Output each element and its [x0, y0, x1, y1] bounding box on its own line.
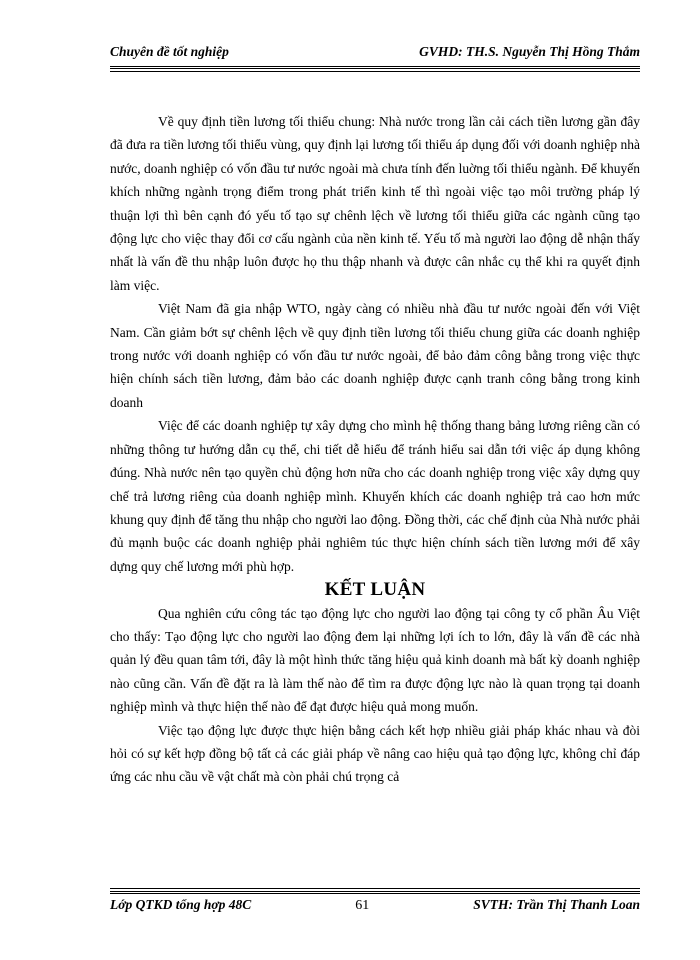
header-left: Chuyên đề tốt nghiệp: [110, 44, 229, 59]
page-header: [110, 44, 640, 60]
page-number: 61: [355, 898, 370, 913]
document-body: [110, 110, 640, 789]
paragraph: Việt Nam đã gia nhập WTO, ngày càng có nhiều nhà đầu tư nước ngoài đến với Việt Nam. Cần giảm bớt sự chênh lệch về quy định tiền lương tối thiểu chung giữa các doanh nghiệp trong nước với doanh nghiệp có vốn đầu tư nước ngoài, để bảo đảm công bằng trong việc thực hiện chính sách tiền lương, đảm bảo các doanh nghiệp được cạnh tranh công bằng trong kinh doanh: [110, 301, 640, 410]
footer-right: SVTH: Trần Thị Thanh Loan: [473, 897, 640, 912]
paragraph: Qua nghiên cứu công tác tạo động lực cho người lao động tại công ty cổ phần Âu Việt cho thấy: Tạo động lực cho người lao động đem lại những lợi ích to lớn, đây là vấn đề các nhà quản lý đều quan tâm tới, đây là một hình thức tăng hiệu quả kinh doanh mà bất kỳ doanh nghiệp nào cũng cần. Vấn đề đặt ra là làm thế nào để tìm ra được động lực nào là quan trọng tại doanh nghiệp mình và thực hiện thế nào để đạt được hiệu quả mong muốn.: [110, 605, 640, 715]
header-right: GVHD: TH.S. Nguyễn Thị Hồng Thắm: [419, 44, 640, 59]
footer-left: Lớp QTKD tổng hợp 48C: [110, 897, 252, 912]
paragraph: Về quy định tiền lương tối thiểu chung: Nhà nước trong lần cải cách tiền lương gần đây đã đưa ra tiền lương tối thiểu vùng, quy định lại lương tối thiểu áp dụng đối với doanh nghiệp nhà nước, doanh nghiệp có vốn đầu tư nước ngoài mà chưa tính đến luờng tối thiểu ngành. Để khuyến khích những ngành trọng điểm trong phát triển kinh tế thì ngoài việc tạo môi trường pháp lý thuận lợi thì bên cạnh đó yếu tố tạo sự chênh lệch về lương tối thiểu giữa các ngành cũng tạo động lực cho việc thay đổi cơ cấu ngành của nền kinh tế. Yếu tố mà người lao động dễ nhận thấy nhất là vấn đề thu nhập luôn được họ thu thập nhanh và được cân nhắc cụ thể khi ra quyết định làm việc.: [110, 114, 640, 293]
header-rule: [110, 66, 640, 72]
paragraph: Việc tạo động lực được thực hiện bằng cách kết hợp nhiều giải pháp khác nhau và đòi hỏi có sự kết hợp đồng bộ tất cả các giải pháp về nâng cao hiệu quả tạo động lực, không chỉ đáp ứng các nhu cầu về vật chất mà còn phải chú trọng cả: [110, 722, 640, 785]
paragraph: Việc để các doanh nghiệp tự xây dựng cho mình hệ thống thang bảng lương riêng cần có những thông tư hướng dẫn cụ thể, chi tiết dễ hiểu để tránh hiểu sai dẫn tới việc áp dụng không đúng. Nhà nước nên tạo quyền chủ động hơn nữa cho các doanh nghiệp trong việc xây dựng quy chế trả lương riêng của doanh nghiệp mình. Khuyến khích các doanh nghiệp trả cao hơn mức khung quy định để tăng thu nhập cho người lao động. Đồng thời, các chế định của Nhà nước phải đủ mạnh buộc các doanh nghiệp phải nghiêm túc thực hiện chính sách tiền lương mới để xây dựng quy chế lương mới phù hợp.: [110, 418, 640, 574]
page-footer: [110, 897, 640, 914]
section-heading: KẾT LUẬN: [324, 579, 426, 601]
footer-rule: [110, 888, 640, 894]
